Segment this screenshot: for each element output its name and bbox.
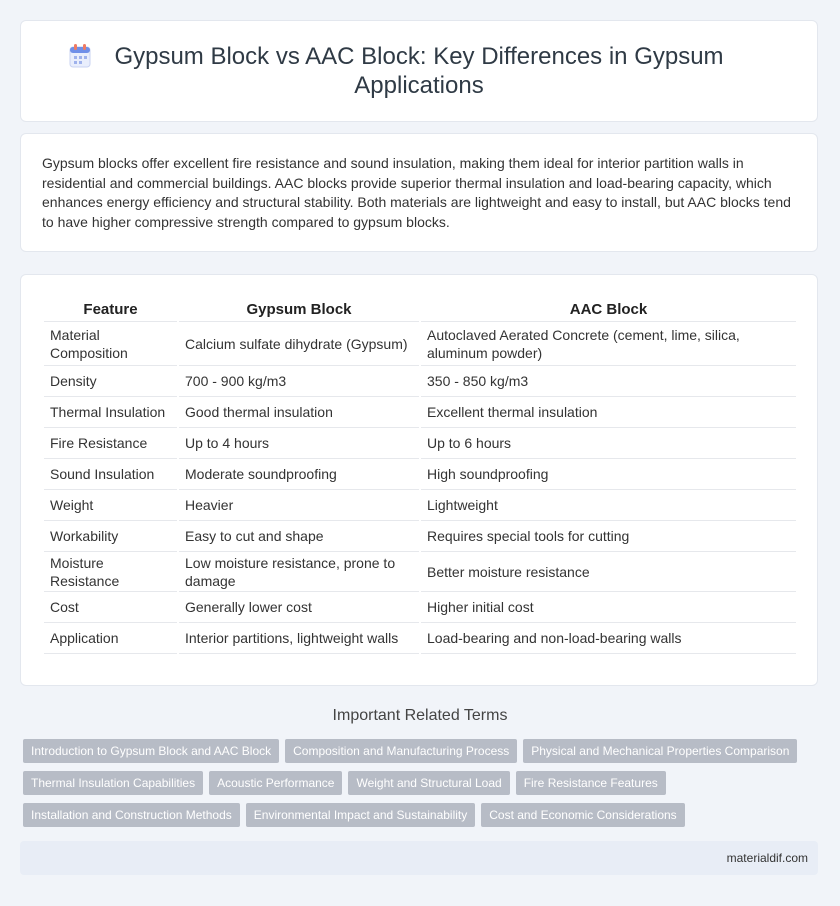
table-row — [44, 623, 796, 654]
column-header: Gypsum Block — [179, 295, 419, 322]
table-cell: Sound Insulation — [44, 459, 177, 490]
intro-paragraph: Gypsum blocks offer excellent fire resistance and sound insulation, making them ideal for interior partition walls in residential and commercial buildings. AAC blocks provide superior thermal insulation and load-bearing capacity, which enhances energy efficiency and structural stability. Both materials are lightweight and easy to install, but AAC blocks tend to have higher compressive strength compared to gypsum blocks. — [42, 155, 791, 230]
table-cell: Lightweight — [421, 490, 796, 521]
table-cell: Density — [44, 366, 177, 397]
table-row — [44, 397, 796, 428]
table-cell: Moderate soundproofing — [179, 459, 419, 490]
table-cell: Workability — [44, 521, 177, 552]
related-term-tag[interactable]: Cost and Economic Considerations — [481, 803, 684, 827]
page-title: Gypsum Block vs AAC Block: Key Differences in Gypsum Applications — [114, 43, 724, 99]
table-cell: Application — [44, 623, 177, 654]
table-cell: Low moisture resistance, prone to damage — [179, 552, 419, 592]
related-terms-title: Important Related Terms — [332, 707, 508, 724]
table-cell: Better moisture resistance — [421, 552, 796, 592]
table-cell: 350 - 850 kg/m3 — [421, 366, 796, 397]
column-header: AAC Block — [421, 295, 796, 322]
title-card — [20, 20, 818, 122]
calendar-icon — [69, 44, 91, 68]
table-cell: Thermal Insulation — [44, 397, 177, 428]
table-row — [44, 552, 796, 592]
table-row — [44, 490, 796, 521]
table-cell: Calcium sulfate dihydrate (Gypsum) — [179, 322, 419, 366]
table-cell: Easy to cut and shape — [179, 521, 419, 552]
table-cell: Material Composition — [44, 322, 177, 366]
intro-card — [20, 133, 818, 252]
table-cell: Fire Resistance — [44, 428, 177, 459]
related-term-tag[interactable]: Weight and Structural Load — [348, 771, 509, 795]
comparison-table-card — [20, 274, 818, 686]
table-row — [44, 592, 796, 623]
footer — [20, 841, 818, 875]
related-term-tag[interactable]: Physical and Mechanical Properties Comparison — [523, 739, 797, 763]
table-cell: Load-bearing and non-load-bearing walls — [421, 623, 796, 654]
related-term-tag[interactable]: Introduction to Gypsum Block and AAC Block — [23, 739, 279, 763]
table-cell: Up to 4 hours — [179, 428, 419, 459]
footer-site-link[interactable]: materialdif.com — [726, 851, 808, 865]
related-term-tag[interactable]: Acoustic Performance — [209, 771, 342, 795]
related-terms-list — [23, 739, 823, 835]
related-term-tag[interactable]: Environmental Impact and Sustainability — [246, 803, 475, 827]
table-cell: Generally lower cost — [179, 592, 419, 623]
table-header-row — [44, 295, 796, 322]
table-row — [44, 459, 796, 490]
table-cell: Good thermal insulation — [179, 397, 419, 428]
table-cell: Heavier — [179, 490, 419, 521]
table-cell: Up to 6 hours — [421, 428, 796, 459]
related-term-tag[interactable]: Installation and Construction Methods — [23, 803, 240, 827]
table-cell: Autoclaved Aerated Concrete (cement, lime, silica, aluminum powder) — [421, 322, 796, 366]
table-cell: Requires special tools for cutting — [421, 521, 796, 552]
column-header: Feature — [44, 295, 177, 322]
table-cell: Moisture Resistance — [44, 552, 177, 592]
table-cell: 700 - 900 kg/m3 — [179, 366, 419, 397]
table-cell: Higher initial cost — [421, 592, 796, 623]
table-cell: Excellent thermal insulation — [421, 397, 796, 428]
comparison-table — [42, 295, 798, 654]
related-term-tag[interactable]: Thermal Insulation Capabilities — [23, 771, 203, 795]
table-row — [44, 322, 796, 366]
table-row — [44, 366, 796, 397]
table-cell: Interior partitions, lightweight walls — [179, 623, 419, 654]
table-cell: Cost — [44, 592, 177, 623]
related-term-tag[interactable]: Composition and Manufacturing Process — [285, 739, 517, 763]
table-row — [44, 521, 796, 552]
table-cell: High soundproofing — [421, 459, 796, 490]
related-term-tag[interactable]: Fire Resistance Features — [516, 771, 666, 795]
table-row — [44, 428, 796, 459]
table-cell: Weight — [44, 490, 177, 521]
